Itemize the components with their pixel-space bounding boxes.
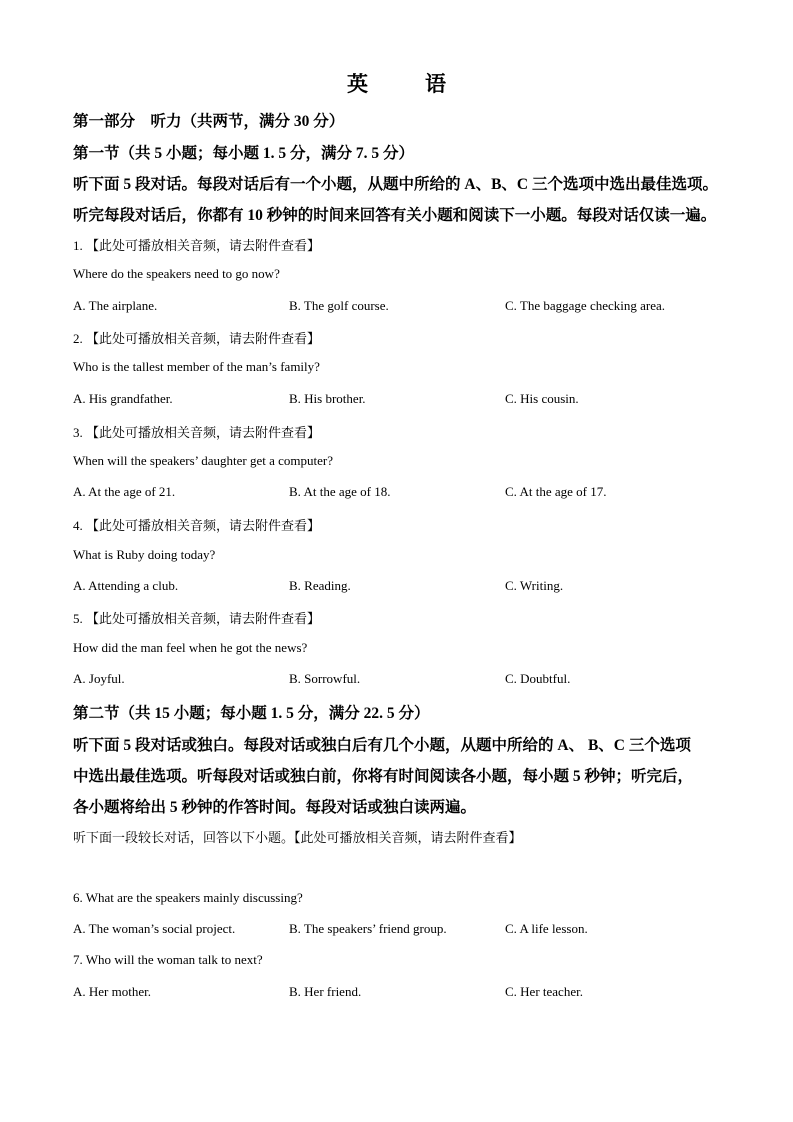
option-a: A. His grandfather. xyxy=(73,391,173,406)
option-a: A. At the age of 21. xyxy=(73,484,176,499)
option-c: C. Doubtful. xyxy=(505,671,571,686)
option-a: A. Joyful. xyxy=(73,671,125,686)
question-text: Who is the tallest member of the man’s family? xyxy=(73,359,320,374)
question-text: 6. What are the speakers mainly discussing? xyxy=(73,890,303,905)
section1-heading: 第一节（共 5 小题；每小题 1. 5 分，满分 7. 5 分） xyxy=(73,145,415,162)
option-b: B. The golf course. xyxy=(289,298,389,313)
audio-placeholder: 1. 【此处可播放相关音频，请去附件查看】 xyxy=(73,238,321,253)
option-a: A. Her mother. xyxy=(73,984,151,999)
question-text: When will the speakers’ daughter get a computer? xyxy=(73,453,334,468)
question-text: What is Ruby doing today? xyxy=(73,547,216,562)
option-a: A. Attending a club. xyxy=(73,578,179,593)
section1-instruction-line: 听完每段对话后，你都有 10 秒钟的时间来回答有关小题和阅读下一小题。每段对话仅读一遍。 xyxy=(73,207,717,224)
section2-instruction-line: 听下面 5 段对话或独白。每段对话或独白后有几个小题，从题中所给的 A、 B、C 三个选项 xyxy=(73,737,691,754)
option-a: A. The airplane. xyxy=(73,298,158,313)
option-b: B. Her friend. xyxy=(289,984,362,999)
question-text: Where do the speakers need to go now? xyxy=(73,266,280,281)
option-c: C. His cousin. xyxy=(505,391,579,406)
audio-placeholder: 2. 【此处可播放相关音频，请去附件查看】 xyxy=(73,331,321,346)
section2-instruction-line: 中选出最佳选项。听每段对话或独白前，你将有时间阅读各小题，每小题 5 秒钟；听完后， xyxy=(73,768,694,785)
option-b: B. The speakers’ friend group. xyxy=(289,921,447,936)
option-a: A. The woman’s social project. xyxy=(73,921,236,936)
option-c: C. A life lesson. xyxy=(505,921,588,936)
section2-instruction-line: 各小题将给出 5 秒钟的作答时间。每段对话或独白读两遍。 xyxy=(73,799,477,816)
audio-placeholder: 5. 【此处可播放相关音频，请去附件查看】 xyxy=(73,611,321,626)
audio-note: 听下面一段较长对话，回答以下小题。【此处可播放相关音频，请去附件查看】 xyxy=(73,830,522,845)
section2-heading: 第二节（共 15 小题；每小题 1. 5 分，满分 22. 5 分） xyxy=(73,705,430,722)
option-c: C. At the age of 17. xyxy=(505,484,607,499)
page-title: 英 语 xyxy=(347,72,464,96)
option-c: C. The baggage checking area. xyxy=(505,298,666,313)
audio-placeholder: 4. 【此处可播放相关音频，请去附件查看】 xyxy=(73,518,321,533)
part1-heading: 第一部分 听力（共两节，满分 30 分） xyxy=(73,113,345,130)
option-c: C. Writing. xyxy=(505,578,564,593)
question-text: How did the man feel when he got the news? xyxy=(73,640,308,655)
section1-instruction-line: 听下面 5 段对话。每段对话后有一个小题，从题中所给的 A、B、C 三个选项中选出最佳选项。 xyxy=(73,176,718,193)
option-b: B. Reading. xyxy=(289,578,351,593)
audio-placeholder: 3. 【此处可播放相关音频，请去附件查看】 xyxy=(73,425,321,440)
option-b: B. His brother. xyxy=(289,391,366,406)
option-b: B. At the age of 18. xyxy=(289,484,391,499)
question-text: 7. Who will the woman talk to next? xyxy=(73,952,263,967)
option-c: C. Her teacher. xyxy=(505,984,583,999)
option-b: B. Sorrowful. xyxy=(289,671,361,686)
